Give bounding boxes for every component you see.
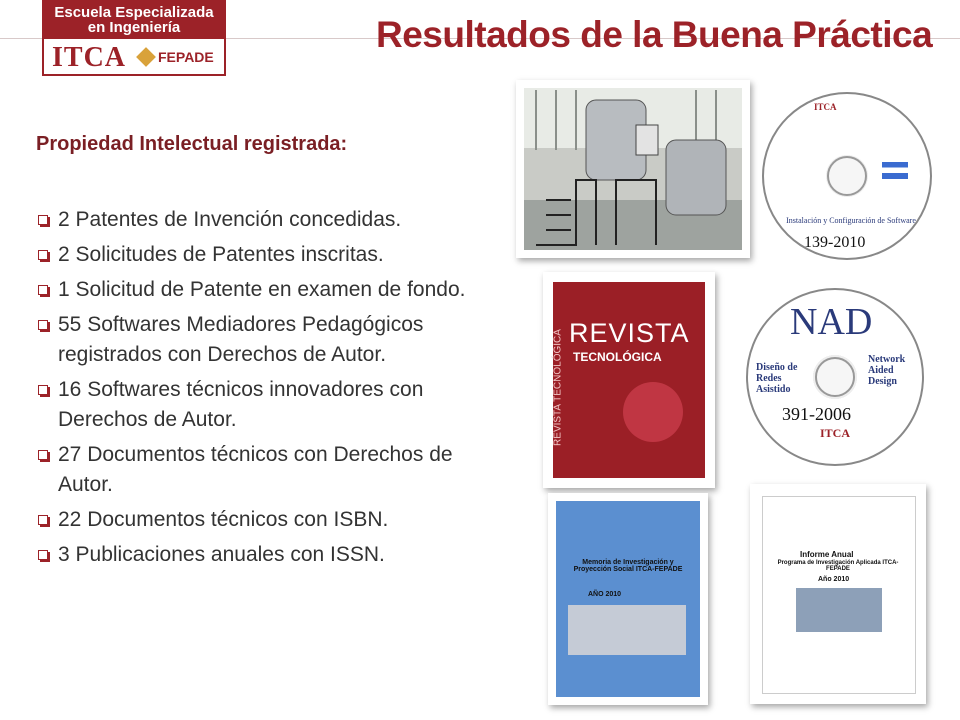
cd2-right-text: Network Aided Design (868, 354, 906, 387)
list-item: 55 Softwares Mediadores Pedagógicos registrados con Derechos de Autor. (38, 310, 508, 370)
square-bullet-icon (38, 385, 48, 395)
page-title: Resultados de la Buena Práctica (376, 14, 933, 55)
square-bullet-icon (38, 450, 48, 460)
list-item: 2 Patentes de Invención concedidas. (38, 205, 508, 235)
equipment-image (516, 80, 750, 258)
itca-logo (42, 0, 226, 76)
list-item: 16 Softwares técnicos innovadores con Derechos de Autor. (38, 375, 508, 435)
report-cover-1 (548, 493, 708, 705)
cd-hole (827, 156, 867, 196)
report2-photo (796, 588, 882, 632)
list-item: 22 Documentos técnicos con ISBN. (38, 505, 508, 535)
list-item: 3 Publicaciones anuales con ISSN. (38, 540, 508, 570)
magazine-spine: REVISTA TECNOLÓGICA (552, 329, 564, 446)
square-bullet-icon (38, 250, 48, 260)
software-cd-2 (746, 288, 924, 466)
results-list (38, 205, 508, 575)
magazine-subtitle: TECNOLÓGICA (573, 350, 662, 364)
logo-line2: en Ingeniería (87, 19, 181, 36)
logo-partner: FEPADE (158, 49, 214, 65)
report-cover-2 (750, 484, 926, 704)
flower-graphic (623, 382, 683, 442)
section-subtitle: Propiedad Intelectual registrada: (36, 133, 348, 155)
magazine-cover (543, 272, 715, 488)
cd2-title: NAD (790, 301, 873, 343)
list-item: 27 Documentos técnicos con Derechos de Autor. (38, 440, 508, 500)
report2-subtitle: Programa de Investigación Aplicada ITCA-FEPADE (777, 560, 899, 572)
report1-title: Memoria de Investigación y Proyección Social ITCA-FEPADE (573, 559, 683, 573)
square-bullet-icon (38, 550, 48, 560)
equipment-photo (516, 80, 750, 258)
software-cd-1 (762, 92, 932, 260)
report2-title: Informe Anual (800, 550, 854, 559)
cd1-brand: ITCA (814, 102, 837, 112)
cd2-number: 391-2006 (782, 404, 851, 424)
fepade-mark-icon (136, 47, 156, 67)
logo-line1: Escuela Especializada (54, 4, 214, 21)
report1-year: AÑO 2010 (588, 591, 622, 598)
cd1-label: Instalación y Configuración de Software (786, 216, 916, 225)
cd2-left-text: Diseño de Redes Asistido (756, 362, 798, 395)
cd2-brand: ITCA (820, 426, 851, 440)
logo-banner (44, 2, 224, 39)
square-bullet-icon (38, 285, 48, 295)
list-item: 1 Solicitud de Patente en examen de fondo. (38, 275, 508, 305)
square-bullet-icon (38, 515, 48, 525)
cd1-number: 139-2010 (804, 234, 866, 251)
square-bullet-icon (38, 320, 48, 330)
square-bullet-icon (38, 215, 48, 225)
report2-year: Año 2010 (818, 576, 850, 583)
flag-icon (882, 162, 908, 179)
logo-brand: ITCA (52, 42, 127, 73)
list-item: 2 Solicitudes de Patentes inscritas. (38, 240, 508, 270)
magazine-background (553, 282, 705, 478)
magazine-title: REVISTA (569, 318, 690, 348)
cd-hole (815, 357, 855, 397)
report1-photo (568, 605, 686, 655)
report1-background (556, 501, 700, 697)
